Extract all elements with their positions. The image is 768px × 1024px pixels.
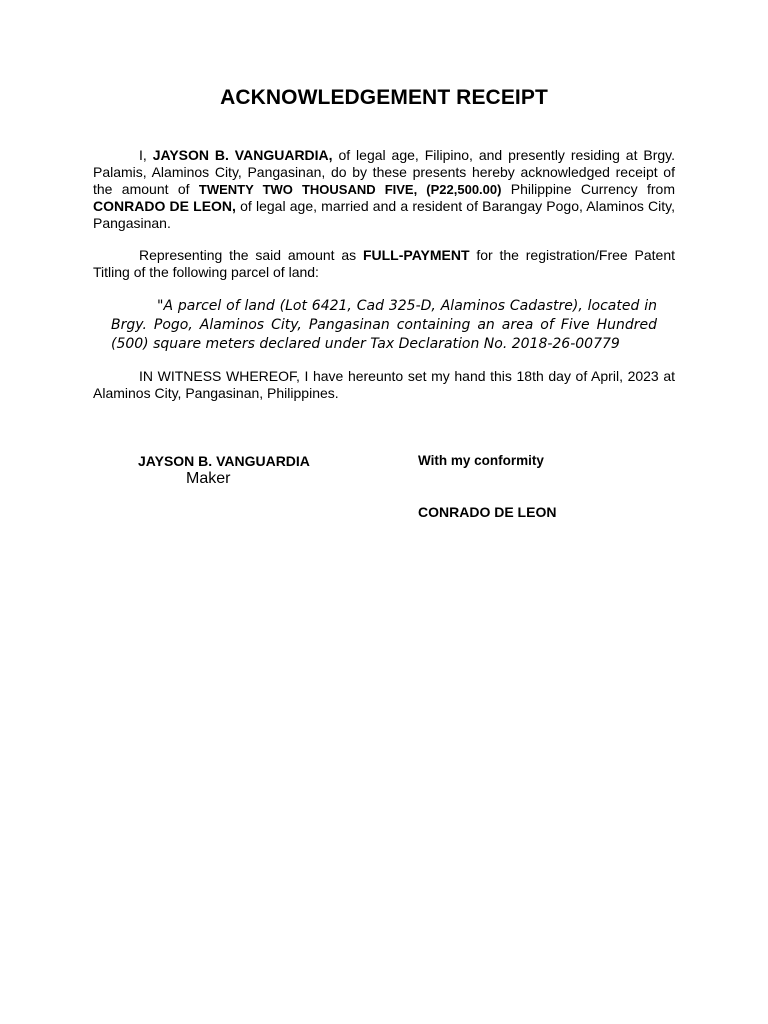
para2-text-1: Representing the said amount as (139, 247, 363, 263)
para1-text-1: I, (139, 147, 153, 163)
document-title: ACKNOWLEDGEMENT RECEIPT (220, 86, 548, 109)
receipt-paragraph (93, 147, 675, 232)
para2-text-2: for the registration/Free Patent Titling of the following parcel of land: (93, 247, 675, 280)
para1-text-2: of legal age, Filipino, and presently residing at Brgy. Palamis, Alaminos City, Pangasinan, do by these presents hereby acknowledged receipt of the amount of (93, 147, 676, 197)
para1-text-4: of legal age, married and a resident of Barangay Pogo, Alaminos City, Pangasinan. (93, 198, 676, 231)
amount-text: TWENTY TWO THOUSAND FIVE, (P22,500.00) (198, 182, 502, 197)
para1-text-3: Philippine Currency from (501, 181, 675, 197)
purpose-paragraph (93, 247, 675, 281)
maker-signature-name: JAYSON B. VANGUARDIA (138, 453, 310, 469)
full-payment-text: FULL-PAYMENT (362, 247, 470, 263)
witness-paragraph: IN WITNESS WHEREOF, I have hereunto set my hand this 18th day of April, 2023 at Alaminos City, Pangasinan, Philippines. (93, 368, 675, 401)
land-description-quote: "A parcel of land (Lot 6421, Cad 325-D, Alaminos Cadastre), located in Brgy. Pogo, Alaminos City, Pangasinan containing an area of Five Hundred (500) square meters declared under Tax Declaration No. 2018-26-00779 (111, 298, 657, 352)
conformer-signature-name: CONRADO DE LEON (418, 504, 557, 520)
conformity-label: With my conformity (418, 453, 544, 468)
payer-name-inline: CONRADO DE LEON, (93, 198, 236, 214)
maker-role-label: Maker (186, 470, 231, 487)
maker-name-inline: JAYSON B. VANGUARDIA, (152, 147, 333, 163)
